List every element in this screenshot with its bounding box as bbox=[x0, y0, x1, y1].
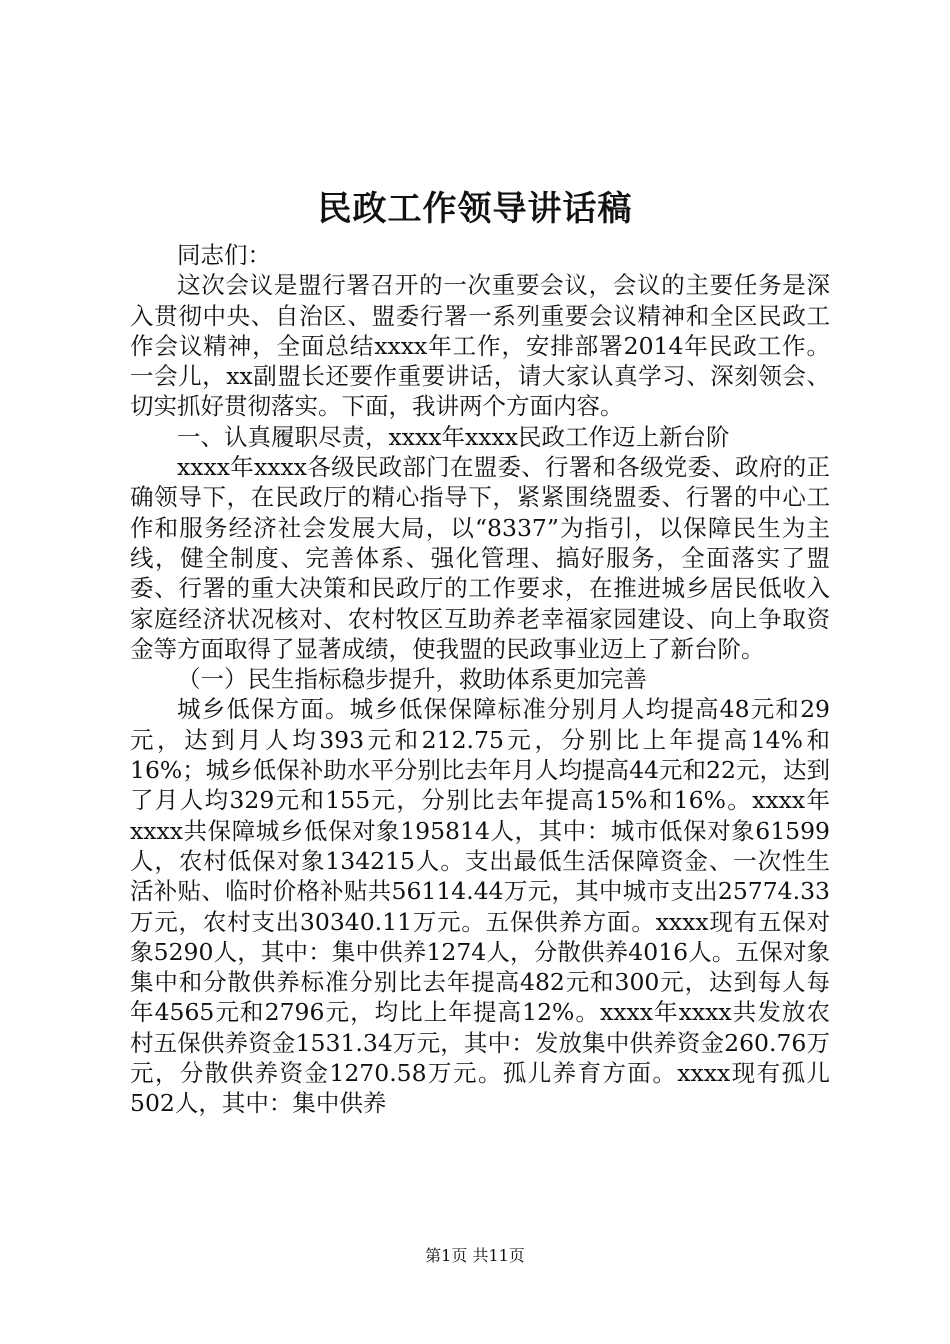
subsection-1-paragraph: 城乡低保方面。城乡低保保障标准分别月人均提高48元和29元，达到月人均393元和212.75元，分别比上年提高14%和16%；城乡低保补助水平分别比去年月人均提高44元和22元，达到了月人均329元和155元，分别比去年提高15%和16%。xxxx年xxxx共保障城乡低保对象195814人，其中：城市低保对象61599人，农村低保对象134215人。支出最低生活保障资金、一次性生活补贴、临时价格补贴共56114.44万元，其中城市支出25774.33万元，农村支出30340.11万元。五保供养方面。xxxx现有五保对象5290人，其中：集中供养1274人，分散供养4016人。五保对象集中和分散供养标准分别比去年提高482元和300元，达到每人每年4565元和2796元，均比上年提高12%。xxxx年xxxx共发放农村五保供养资金1531.34万元，其中：发放集中供养资金260.76万元，分散供养资金1270.58万元。孤儿养育方面。xxxx现有孤儿502人，其中：集中供养 bbox=[130, 695, 830, 1118]
section-1-paragraph: xxxx年xxxx各级民政部门在盟委、行署和各级党委、政府的正确领导下，在民政厅的精心指导下，紧紧围绕盟委、行署的中心工作和服务经济社会发展大局，以“8337”为指引，以保障民生为主线，健全制度、完善体系、强化管理、搞好服务，全面落实了盟委、行署的重大决策和民政厅的工作要求，在推进城乡居民低收入家庭经济状况核对、农村牧区互助养老幸福家园建设、向上争取资金等方面取得了显著成绩，使我盟的民政事业迈上了新台阶。 bbox=[130, 453, 830, 663]
document-body bbox=[130, 240, 830, 1119]
intro-paragraph: 这次会议是盟行署召开的一次重要会议，会议的主要任务是深入贯彻中央、自治区、盟委行署一系列重要会议精神和全区民政工作会议精神，全面总结xxxx年工作，安排部署2014年民政工作。一会儿，xx副盟长还要作重要讲话，请大家认真学习、深刻领会、切实抓好贯彻落实。下面，我讲两个方面内容。 bbox=[130, 271, 830, 421]
subsection-heading-1: （一）民生指标稳步提升，救助体系更加完善 bbox=[177, 665, 647, 694]
page-footer: 第1页 共11页 bbox=[425, 1246, 525, 1265]
document-title: 民政工作领导讲话稿 bbox=[317, 189, 633, 229]
salutation-paragraph: 同志们： bbox=[177, 241, 271, 269]
section-heading-1: 一、认真履职尽责，xxxx年xxxx民政工作迈上新台阶 bbox=[177, 422, 730, 451]
